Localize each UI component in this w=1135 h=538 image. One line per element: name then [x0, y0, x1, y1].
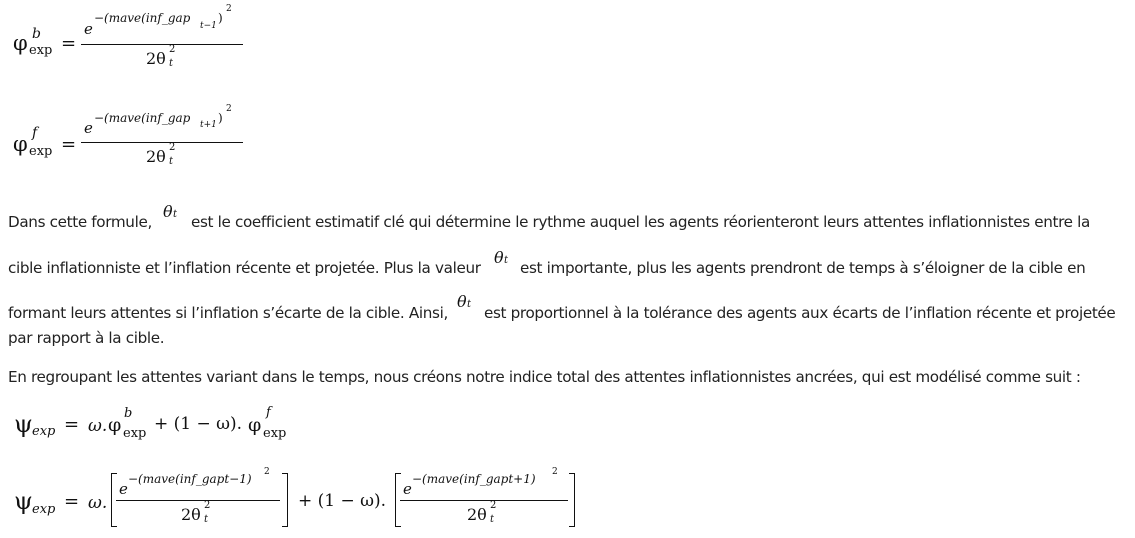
phi-b-sub: exp [123, 426, 147, 441]
theta-sub: t [467, 299, 472, 310]
omega-dot: ω. [88, 493, 108, 513]
paragraph-line-2b: est importante, plus les agents prendront de temps à s’éloigner de la cible en [520, 259, 1086, 277]
denominator-sup: 2 [169, 44, 176, 55]
numerator-exponent-sup: 2 [264, 467, 270, 477]
numerator-exponent-sup: 2 [226, 4, 232, 14]
numerator-exponent-close: ) [218, 11, 223, 25]
denominator-sup: 2 [204, 500, 211, 511]
paragraph-line-2a: cible inflationniste et l’inflation récente et projetée. Plus la valeur [8, 259, 481, 277]
theta-symbol: θ [163, 202, 173, 221]
denominator-sub: t [169, 58, 174, 69]
phi-symbol: φ [13, 132, 28, 156]
equals-sign: = [64, 414, 80, 435]
denominator-sup: 2 [169, 142, 176, 153]
numerator-exponent-close: ) [218, 111, 223, 125]
theta-sub: t [173, 209, 178, 220]
phi-symbol: φ [108, 414, 122, 436]
paragraph-line-3b: est proportionnel à la tolérance des agents aux écarts de l’inflation récente et projetée [484, 304, 1116, 322]
omega-dot: ω. [88, 416, 108, 436]
numerator-exponent: −(mave(inf_gap [94, 111, 191, 125]
numerator-exponent-sub: t−1 [200, 21, 217, 31]
paragraph-line-1a: Dans cette formule, [8, 213, 152, 231]
paragraph-2: En regroupant les attentes variant dans le temps, nous créons notre indice total des attentes inflationnistes ancrées, qui est modélisé comme suit : [8, 368, 1081, 386]
numerator-base: e [119, 480, 128, 498]
numerator-base: e [84, 20, 93, 38]
paragraph-line-1b: est le coefficient estimatif clé qui détermine le rythme auquel les agents réorienteront leurs attentes inflationnistes entre la [191, 213, 1090, 231]
theta-sub: t [504, 255, 509, 266]
denominator-sub: t [169, 156, 174, 167]
phi-b-sup: b [124, 406, 133, 421]
psi-symbol: ψ [14, 410, 33, 438]
fraction-bar [400, 500, 568, 501]
psi-symbol: ψ [14, 487, 33, 515]
denominator: 2θ [181, 505, 201, 524]
phi-f-sup: f [266, 405, 271, 420]
equals-sign: = [61, 33, 77, 54]
fraction-bar [81, 142, 243, 143]
denominator: 2θ [467, 505, 487, 524]
denominator-sub: t [490, 514, 495, 525]
denominator-sup: 2 [490, 500, 497, 511]
theta-symbol: θ [457, 292, 467, 311]
numerator-exponent-sup: 2 [226, 104, 232, 114]
phi-sup: f [32, 125, 38, 141]
phi-sub: exp [29, 144, 53, 159]
phi-f-sub: exp [263, 426, 287, 441]
numerator-exponent-sup: 2 [552, 467, 558, 477]
numerator-base: e [84, 119, 93, 137]
paragraph-line-3a: formant leurs attentes si l’inflation s’écarte de la cible. Ainsi, [8, 304, 448, 322]
fraction-bar [116, 500, 280, 501]
numerator-exponent: −(mave(inf_gap [94, 11, 191, 25]
plus-term: + (1 − ω). [298, 491, 387, 511]
right-bracket [282, 473, 288, 527]
phi-sup: b [32, 26, 41, 42]
numerator-exponent-sub: t+1 [200, 120, 217, 130]
paragraph-line-4: par rapport à la cible. [8, 329, 165, 347]
phi-symbol: φ [248, 414, 262, 436]
denominator-sub: t [204, 514, 209, 525]
theta-symbol: θ [494, 248, 504, 267]
numerator-exponent: −(mave(inf_gapt+1) [412, 472, 536, 486]
numerator-exponent: −(mave(inf_gapt−1) [128, 472, 252, 486]
phi-symbol: φ [13, 31, 28, 55]
phi-sub: exp [29, 43, 53, 58]
equals-sign: = [61, 134, 77, 155]
plus-term: + (1 − ω). [154, 414, 243, 434]
right-bracket [569, 473, 575, 527]
psi-sub: exp [32, 502, 56, 517]
denominator: 2θ [146, 147, 166, 166]
psi-sub: exp [32, 424, 56, 439]
fraction-bar [81, 44, 243, 45]
numerator-base: e [403, 480, 412, 498]
equals-sign: = [64, 491, 80, 512]
denominator: 2θ [146, 49, 166, 68]
